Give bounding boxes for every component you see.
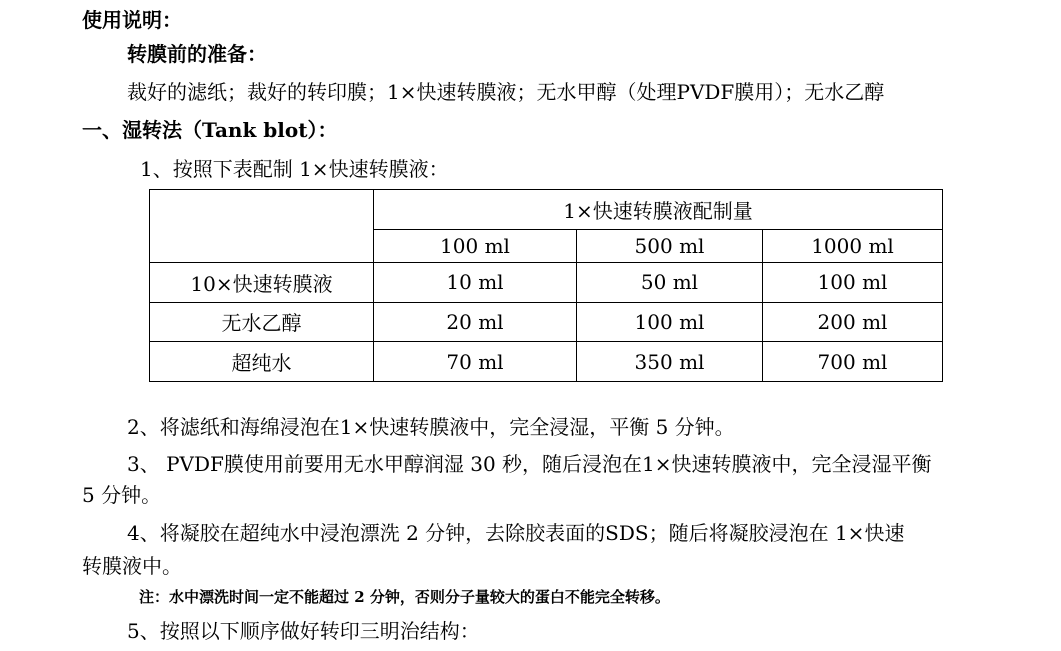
table-cell: 10 ml xyxy=(374,262,577,302)
step-1: 1、按照下表配制 1×快速转膜液： xyxy=(140,157,449,181)
usage-heading: 使用说明： xyxy=(82,8,182,32)
note-text: 注：水中漂洗时间一定不能超过 2 分钟，否则分子量较大的蛋白不能完全转移。 xyxy=(139,588,670,606)
volume-header: 500 ml xyxy=(577,229,763,262)
step-3-line-1: 3、 PVDF膜使用前要用无水甲醇润湿 30 秒，随后浸泡在1×快速转膜液中，完全浸湿平衡 xyxy=(127,452,932,476)
table-corner-cell xyxy=(150,190,374,263)
prep-heading: 转膜前的准备： xyxy=(127,42,267,66)
step-5: 5、按照以下顺序做好转印三明治结构： xyxy=(127,619,480,643)
table-cell: 70 ml xyxy=(374,342,577,382)
step-4-line-1: 4、将凝胶在超纯水中浸泡漂洗 2 分钟，去除胶表面的SDS；随后将凝胶浸泡在 1×快速 xyxy=(127,521,905,545)
row-label: 10×快速转膜液 xyxy=(150,262,374,302)
row-label: 无水乙醇 xyxy=(150,302,374,342)
table-header-main: 1×快速转膜液配制量 xyxy=(374,190,943,230)
table-cell: 100 ml xyxy=(577,302,763,342)
step-4-line-2: 转膜液中。 xyxy=(82,554,182,578)
row-label: 超纯水 xyxy=(150,342,374,382)
table-cell: 100 ml xyxy=(763,262,943,302)
volume-header: 1000 ml xyxy=(763,229,943,262)
volume-header: 100 ml xyxy=(374,229,577,262)
table-cell: 50 ml xyxy=(577,262,763,302)
section-title-tank-blot: 一、湿转法（Tank blot）： xyxy=(82,118,338,142)
table-cell: 350 ml xyxy=(577,342,763,382)
step-3-line-2: 5 分钟。 xyxy=(82,483,162,507)
step-2: 2、将滤纸和海绵浸泡在1×快速转膜液中，完全浸湿，平衡 5 分钟。 xyxy=(127,415,735,439)
table-cell: 700 ml xyxy=(763,342,943,382)
table-row xyxy=(150,302,943,342)
materials-line: 裁好的滤纸；裁好的转印膜；1×快速转膜液；无水甲醇（处理PVDF膜用）；无水乙醇 xyxy=(127,80,885,104)
table-header-row xyxy=(150,190,943,230)
preparation-table xyxy=(149,189,943,382)
table-cell: 200 ml xyxy=(763,302,943,342)
table-cell: 20 ml xyxy=(374,302,577,342)
table-row xyxy=(150,342,943,382)
table-row xyxy=(150,262,943,302)
